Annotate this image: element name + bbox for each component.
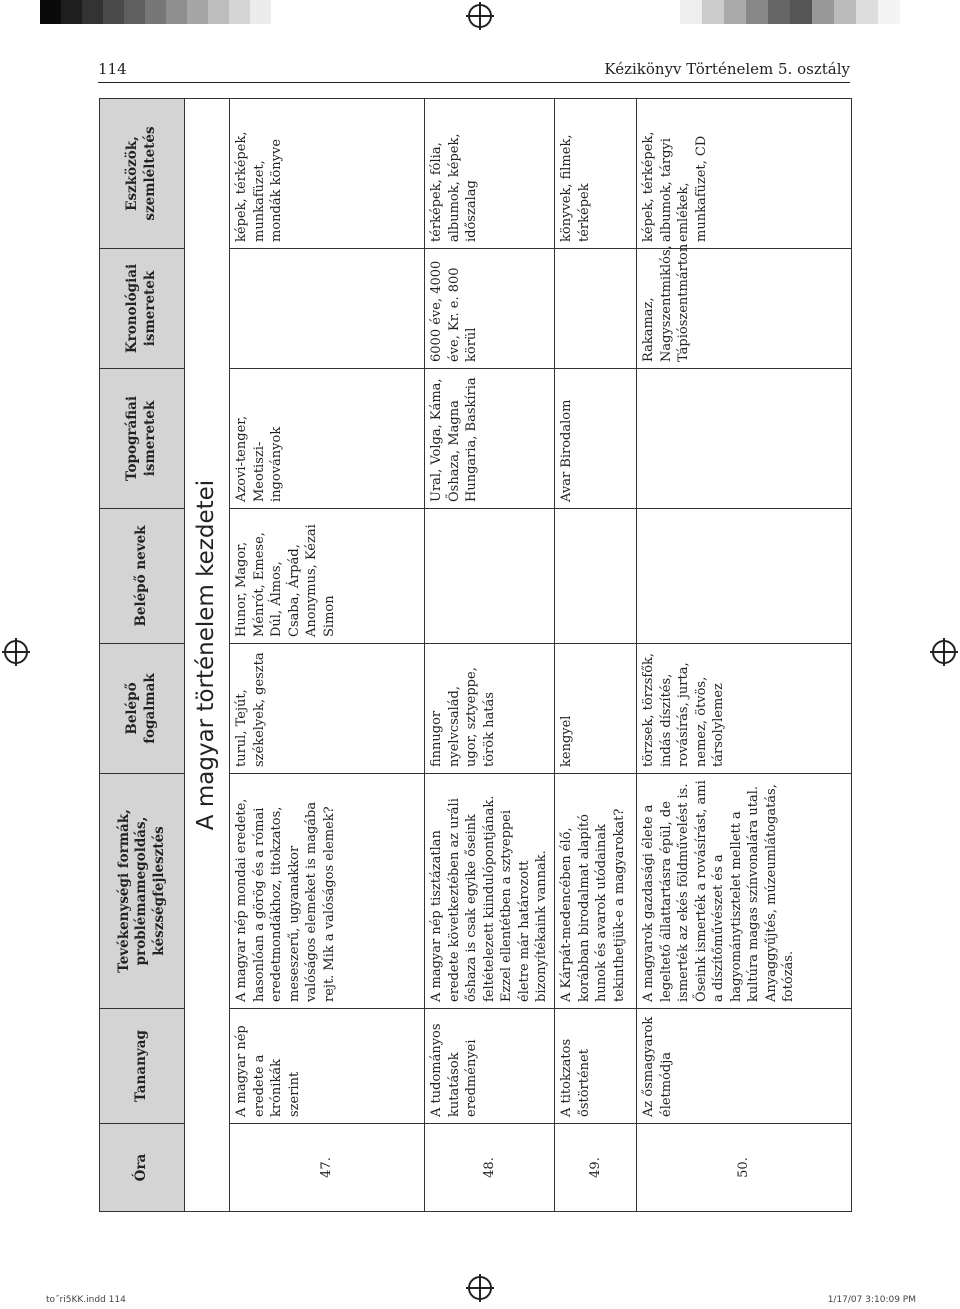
print-timestamp: 1/17/07 3:10:09 PM xyxy=(827,1295,916,1305)
col-header-tananyag: Tananyag xyxy=(100,1009,185,1124)
cell-nevek: Hunor, Magor, Ménrót, Emese, Dúl, Álmos, Csaba, Árpád, Anonymus, Kézai Simon xyxy=(230,509,425,644)
cell-nevek xyxy=(637,509,852,644)
section-title: A magyar történelem kezdetei xyxy=(185,99,230,1212)
cell-kronologia xyxy=(555,249,637,369)
col-header-kronologia: Kronológiai ismeretek xyxy=(100,249,185,369)
print-gray-bars xyxy=(40,0,271,24)
cell-fogalmak: kengyel xyxy=(555,644,637,774)
lesson-number: 49. xyxy=(555,1124,637,1212)
cell-nevek xyxy=(425,509,555,644)
table-row xyxy=(637,99,852,1212)
lesson-number: 48. xyxy=(425,1124,555,1212)
col-header-nevek: Belépő nevek xyxy=(100,509,185,644)
cell-kronologia xyxy=(230,249,425,369)
registration-mark-icon xyxy=(932,640,956,664)
cell-kronologia: Rakamaz, Nagyszentmiklós, Tápiószentmárton xyxy=(637,249,852,369)
registration-mark-icon xyxy=(468,4,492,28)
cell-tevekenyseg: A magyar nép tisztázatlan eredete következtében az uráli őshaza is csak egyike őseink feltételezett kiindulópontjának. Ezzel ellentétben a sztyeppei életre már határozott bizonyítékaink vannak. xyxy=(425,774,555,1009)
cell-tananyag: A tudományos kutatások eredményei xyxy=(425,1009,555,1124)
cell-kronologia: 6000 éve, 4000 éve, Kr. e. 800 körül xyxy=(425,249,555,369)
cell-tananyag: Az ősmagyarok életmódja xyxy=(637,1009,852,1124)
col-header-tevekenyseg: Tevékenységi formák, problémamegoldás, készségfejlesztés xyxy=(100,774,185,1009)
section-banner-row xyxy=(185,99,230,1212)
table-row xyxy=(555,99,637,1212)
table-row xyxy=(230,99,425,1212)
cell-fogalmak: törzsek, törzsfők, indás díszítés, rovásírás, jurta, nemez, ötvös, társolylemez xyxy=(637,644,852,774)
page-number: 114 xyxy=(98,60,127,78)
col-header-fogalmak: Belépő fogalmak xyxy=(100,644,185,774)
cell-topografia: Azovi-tenger, Meotiszi-ingoványok xyxy=(230,369,425,509)
cell-fogalmak: finnugor nyelvcsalád, ugor, sztyeppe, török hatás xyxy=(425,644,555,774)
cell-topografia xyxy=(637,369,852,509)
lesson-plan-table-rotated xyxy=(99,99,851,1212)
lesson-plan-table xyxy=(99,98,852,1212)
cell-tananyag: A titokzatos őstörténet xyxy=(555,1009,637,1124)
running-head xyxy=(98,60,850,83)
registration-mark-icon xyxy=(468,1276,492,1300)
file-slug: to˝ri5KK.indd 114 xyxy=(46,1295,126,1305)
col-header-ora: Óra xyxy=(100,1124,185,1212)
cell-tevekenyseg: A magyar nép mondai eredete, hasonlóan a görög és a római eredetmondákhoz, titokzatos, meseszerű, ugyanakkor valóságos elemeket is magába rejt. Mik a valóságos elemek? xyxy=(230,774,425,1009)
col-header-topografia: Topográfiai ismeretek xyxy=(100,369,185,509)
print-color-bars xyxy=(680,0,900,24)
cell-eszkozok: képek, térképek, munkafüzet, mondák könyve xyxy=(230,99,425,249)
cell-fogalmak: turul, Tejút, székelyek, geszta xyxy=(230,644,425,774)
cell-eszkozok: képek, térképek, albumok, tárgyi emlékek, munkafüzet, CD xyxy=(637,99,852,249)
header-row xyxy=(100,99,185,1212)
cell-tananyag: A magyar nép eredete a krónikák szerint xyxy=(230,1009,425,1124)
book-title: Kézikönyv Történelem 5. osztály xyxy=(604,60,850,78)
cell-eszkozok: könyvek, filmek, térképek xyxy=(555,99,637,249)
lesson-number: 50. xyxy=(637,1124,852,1212)
registration-mark-icon xyxy=(4,640,28,664)
cell-eszkozok: térképek, fólia, albumok, képek, időszalag xyxy=(425,99,555,249)
lesson-number: 47. xyxy=(230,1124,425,1212)
col-header-eszkozok: Eszközök, szemléltetés xyxy=(100,99,185,249)
cell-topografia: Avar Birodalom xyxy=(555,369,637,509)
table-row xyxy=(425,99,555,1212)
cell-topografia: Ural, Volga, Káma, Őshaza, Magna Hungaria, Baskíria xyxy=(425,369,555,509)
cell-tevekenyseg: A magyarok gazdasági élete a legeltető állattartásra épül, de ismerték az ekés földművelést is. Őseink ismerték a rovásírást, ami a díszítőművészet és a hagyománytisztelet mellett a kultúra magas színvonalára utal. Anyaggyűjtés, múzeumlátogatás, fotózás. xyxy=(637,774,852,1009)
cell-tevekenyseg: A Kárpát-medencében élő, korábban birodalmat alapító hunok és avarok utódainak tekinthetjük-e a magyarokat? xyxy=(555,774,637,1009)
cell-nevek xyxy=(555,509,637,644)
